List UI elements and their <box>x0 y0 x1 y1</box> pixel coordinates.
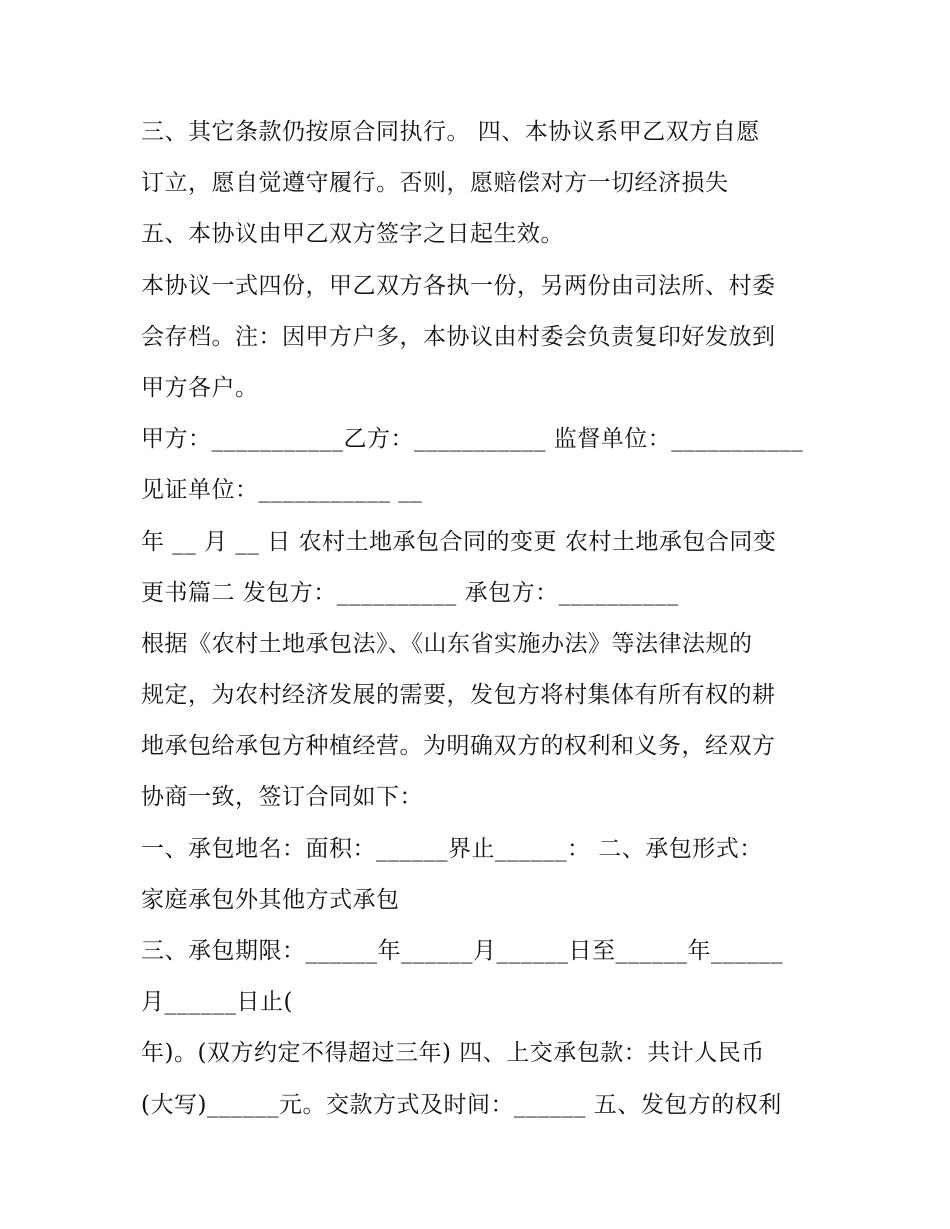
text-line: 更书篇二 发包方：__________ 承包方：__________ <box>141 579 679 606</box>
text-line: 五、本协议由甲乙双方签字之日起生效。 <box>141 221 564 248</box>
text-line: 一、承包地名：面积：______界止______： 二、承包形式： <box>141 835 763 862</box>
text-line: 家庭承包外其他方式承包 <box>141 886 400 913</box>
text-line: 根据《农村土地承包法》、《山东省实施办法》等法律法规的 <box>141 630 753 657</box>
text-line: 规定，为农村经济发展的需要，发包方将村集体有所有权的耕 <box>141 682 776 709</box>
signature-line: 见证单位：___________ __ <box>141 477 423 504</box>
text-line: 三、其它条款仍按原合同执行。 四、本协议系甲乙双方自愿 <box>141 119 760 145</box>
text-line: 会存档。注：因甲方户多，本协议由村委会负责复印好发放到 <box>141 323 776 350</box>
signature-line: 甲方：___________乙方：___________ 监督单位：___________ <box>141 426 804 453</box>
text-line: 三、承包期限：______年______月______日至______年______ <box>141 938 783 964</box>
text-line: 甲方各户。 <box>141 374 259 401</box>
text-line: 月______日止( <box>141 989 293 1016</box>
text-line: (大写)______元。交款方式及时间：______ 五、发包方的权利 <box>141 1091 782 1118</box>
document-body <box>141 107 831 1131</box>
text-line: 年 __ 月 __ 日 农村土地承包合同的变更 农村土地承包合同变 <box>141 528 777 555</box>
text-line: 本协议一式四份，甲乙双方各执一份，另两份由司法所、村委 <box>141 272 776 299</box>
text-line: 年)。(双方约定不得超过三年) 四、上交承包款：共计人民币 <box>141 1040 765 1067</box>
text-line: 协商一致，签订合同如下： <box>141 784 423 811</box>
text-line: 地承包给承包方种植经营。为明确双方的权利和义务，经双方 <box>141 733 776 760</box>
text-line: 订立，愿自觉遵守履行。否则，愿赔偿对方一切经济损失 <box>141 170 729 197</box>
